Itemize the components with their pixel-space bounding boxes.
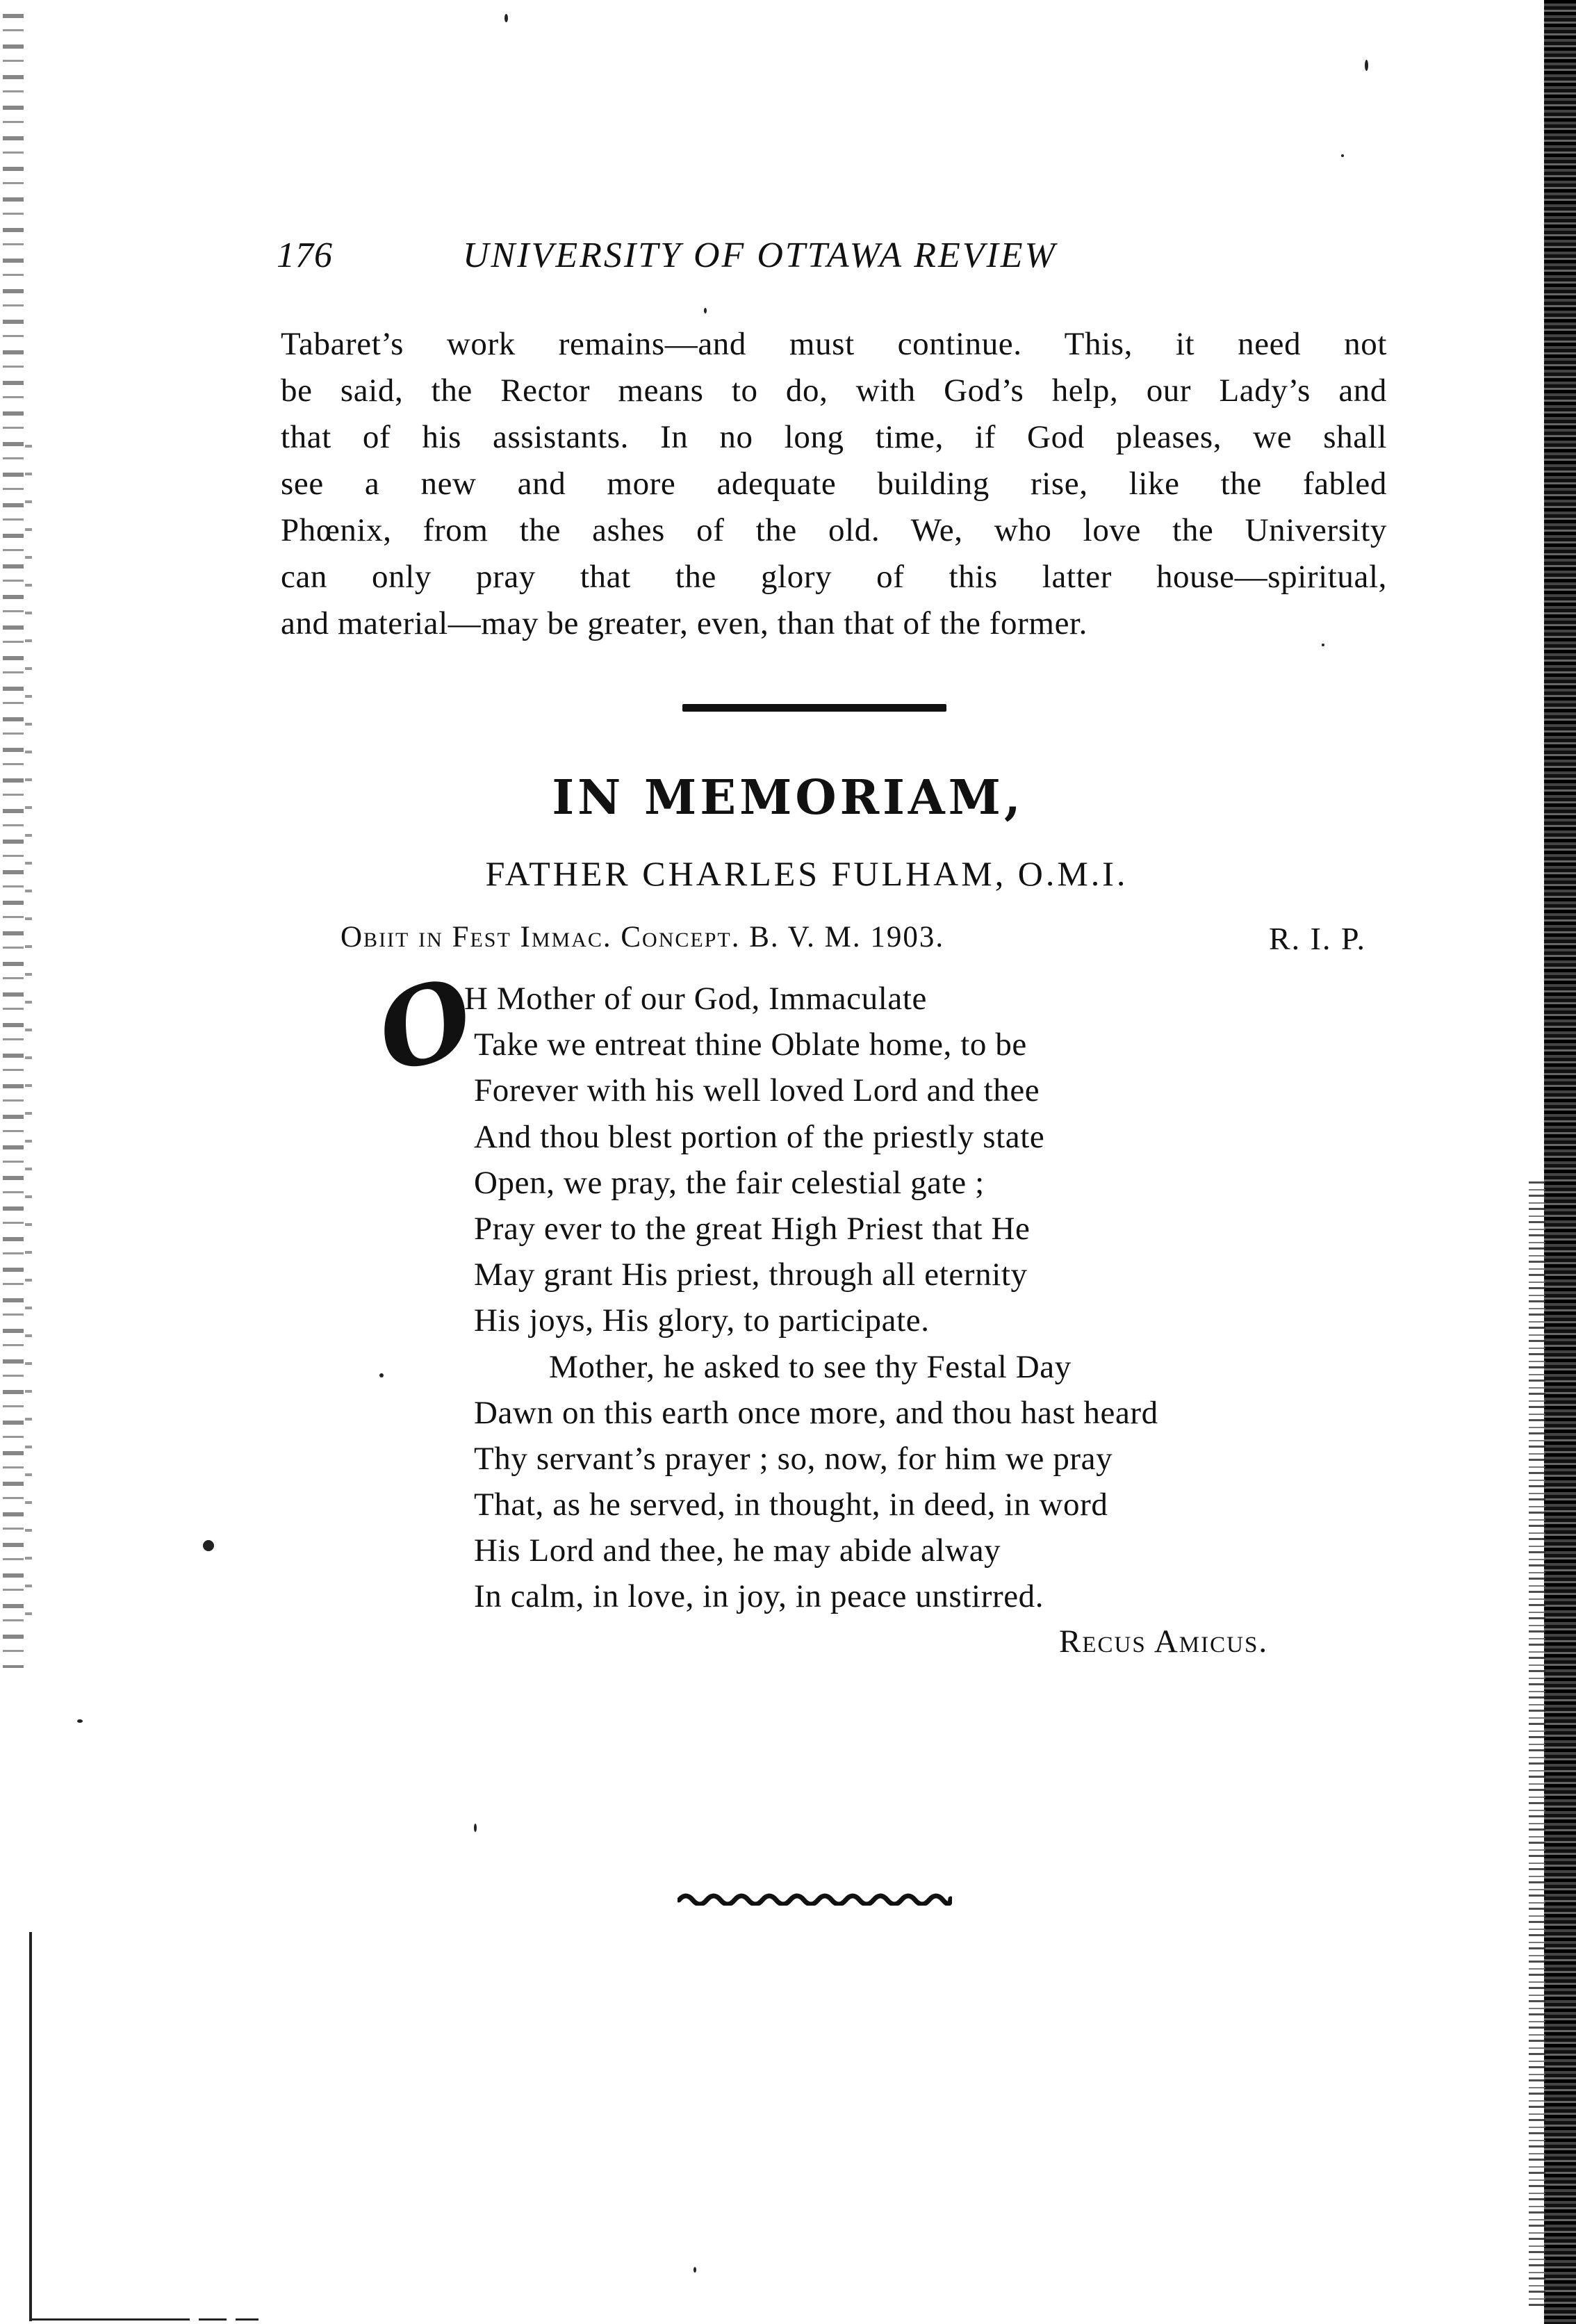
scan-speck — [504, 14, 508, 22]
scan-speck — [203, 1540, 214, 1551]
poem-signature: Recus Amicus. — [1059, 1623, 1269, 1660]
scan-speck — [1365, 60, 1368, 71]
paragraph-line: can only pray that the glory of this latter house—spiritual, — [281, 559, 1387, 595]
obit-text: Obiit in Fest Immac. Concept. B. V. M. 1903. — [340, 921, 945, 954]
right-page-edge-fringe — [1529, 1181, 1545, 2307]
paragraph-line: and material—may be greater, even, than that of the former. — [281, 605, 1088, 641]
closing-paragraph — [281, 321, 1387, 647]
drop-cap-letter: O — [366, 954, 485, 1097]
poem-line: His joys, His glory, to participate. — [474, 1302, 930, 1339]
poem-line: Mother, he asked to see thy Festal Day — [549, 1348, 1072, 1385]
poem-line: Open, we pray, the fair celestial gate ; — [474, 1164, 985, 1201]
running-head: UNIVERSITY OF OTTAWA REVIEW — [463, 236, 1057, 275]
scan-speck — [1341, 154, 1344, 157]
paragraph-line: be said, the Rector means to do, with God’s help, our Lady’s and — [281, 373, 1387, 409]
poem-line: Forever with his well loved Lord and thee — [474, 1072, 1040, 1109]
left-page-edge — [3, 14, 24, 1668]
scan-speck — [474, 1824, 477, 1832]
poem-line: That, as he served, in thought, in deed, in word — [474, 1487, 1108, 1523]
paragraph-line: that of his assistants. In no long time, if God pleases, we shall — [281, 419, 1387, 455]
paragraph-line: Tabaret’s work remains—and must continue. This, it need not — [281, 326, 1387, 362]
section-divider-rule — [682, 704, 946, 712]
wavy-ornament-rule — [678, 1890, 952, 1906]
rip-text: R. I. P. — [1269, 921, 1366, 956]
poem-line: May grant His priest, through all eternity — [474, 1257, 1028, 1293]
poem-line: H Mother of our God, Immaculate — [464, 981, 927, 1017]
memoriam-title: IN MEMORIAM, — [552, 770, 1024, 826]
bottom-border-line — [29, 2318, 258, 2321]
poem-line: And thou blest portion of the priestly state — [474, 1118, 1045, 1155]
right-page-edge — [1544, 0, 1576, 2324]
poem-line: Dawn on this earth once more, and thou hast heard — [474, 1394, 1158, 1431]
scan-speck — [704, 308, 707, 313]
poem-line: His Lord and thee, he may abide alway — [474, 1532, 1001, 1569]
memoriam-subtitle: FATHER CHARLES FULHAM, O.M.I. — [485, 854, 1128, 893]
scan-speck — [77, 1719, 83, 1723]
poem-line: Take we entreat thine Oblate home, to be — [474, 1026, 1027, 1063]
scan-speck — [693, 2267, 696, 2273]
left-border-line — [29, 1932, 32, 2321]
poem — [464, 976, 1377, 1620]
page-number: 176 — [277, 236, 333, 275]
page-header — [277, 235, 1201, 284]
paragraph-line: see a new and more adequate building rise, like the fabled — [281, 466, 1387, 502]
poem-line: In calm, in love, in joy, in peace unstirred. — [474, 1578, 1044, 1615]
scan-speck — [379, 1373, 384, 1377]
left-page-edge-marks — [25, 445, 32, 1626]
poem-line: Pray ever to the great High Priest that He — [474, 1210, 1031, 1247]
poem-line: Thy servant’s prayer ; so, now, for him we pray — [474, 1440, 1113, 1477]
paragraph-line: Phœnix, from the ashes of the old. We, who love the University — [281, 512, 1387, 548]
